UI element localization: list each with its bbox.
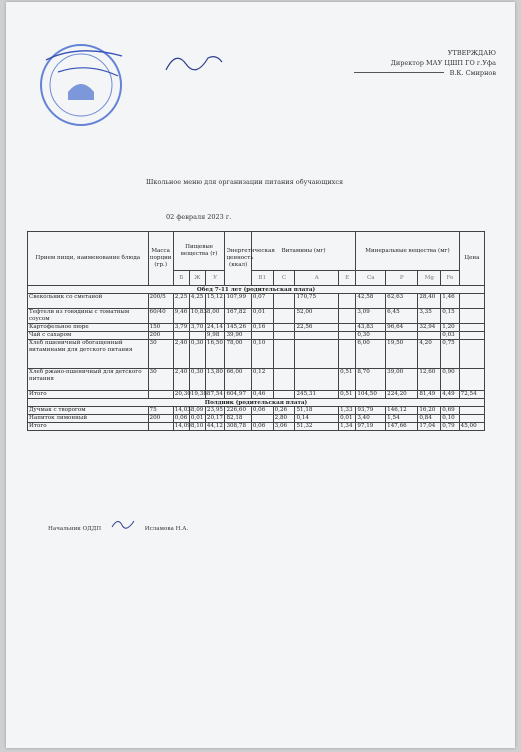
table-cell: 167,82	[225, 309, 251, 324]
table-cell: 13,80	[205, 369, 225, 391]
table-cell	[459, 340, 484, 369]
sub-mg: Mg	[418, 271, 441, 286]
table-cell: 42,58	[356, 294, 386, 309]
table-row	[28, 391, 485, 399]
col-vitamins: Витамины (мг)	[251, 232, 355, 271]
table-cell: 146,12	[386, 407, 418, 415]
table-cell: 0,10	[441, 415, 459, 423]
table-cell: 93,79	[356, 407, 386, 415]
sub-fe: Fe	[441, 271, 459, 286]
approval-signature	[156, 40, 226, 78]
table-cell: 39,90	[225, 332, 251, 340]
table-cell: 3,09	[356, 309, 386, 324]
table-cell: 0,01	[339, 415, 356, 423]
table-row	[28, 309, 485, 324]
dish-name: Тефтели из говядины с томатным соусом	[28, 309, 149, 324]
sub-a: A	[295, 271, 339, 286]
dish-name: Чай с сахаром	[28, 332, 149, 340]
table-cell: 0,03	[441, 332, 459, 340]
section-title: Полдник (родительская плата)	[28, 399, 485, 407]
table-cell: 200/5	[148, 294, 173, 309]
table-cell	[273, 391, 295, 399]
table-row	[28, 324, 485, 332]
table-cell: 145,26	[225, 324, 251, 332]
table-cell: 51,32	[295, 423, 339, 431]
dish-name: Картофельное пюре	[28, 324, 149, 332]
table-cell: 43,83	[356, 324, 386, 332]
table-cell: 72,54	[459, 391, 484, 399]
table-cell: 3,06	[273, 423, 295, 431]
table-cell: 2,25	[173, 294, 189, 309]
table-cell: 44,12	[206, 423, 223, 429]
table-cell	[339, 324, 356, 332]
table-cell: 10,83	[189, 309, 205, 324]
table-cell	[251, 332, 273, 340]
col-energy: Энергетическая ценность (ккал)	[225, 232, 251, 286]
table-cell: 0,12	[251, 369, 273, 391]
table-cell	[339, 332, 356, 340]
table-cell: 4,25	[189, 294, 205, 309]
table-cell: 19,50	[386, 340, 418, 369]
table-cell	[173, 332, 189, 340]
col-mass: Масса порции (гр.)	[148, 232, 173, 286]
table-cell: 78,00	[225, 340, 251, 369]
table-cell: 17,04	[418, 423, 441, 431]
table-cell: 0,01	[251, 309, 273, 324]
table-cell: 170,75	[295, 294, 339, 309]
table-cell: 14,03	[174, 407, 191, 413]
table-cell: 14,09	[174, 423, 191, 429]
table-cell: 0,30	[189, 340, 205, 369]
table-cell: 0,69	[441, 407, 459, 415]
menu-sheet	[6, 2, 515, 748]
table-cell: 3,79	[173, 324, 189, 332]
table-cell: 200	[148, 332, 173, 340]
table-cell: 30	[148, 369, 173, 391]
table-cell	[273, 324, 295, 332]
table-cell: 1,33	[339, 407, 356, 415]
dish-name: Итого	[28, 391, 149, 399]
dish-name: Свекольник со сметаной	[28, 294, 149, 309]
signature-line	[354, 72, 444, 73]
table-cell: 0,75	[441, 340, 459, 369]
table-cell: 19,38	[190, 391, 207, 397]
table-cell: 8,10	[189, 423, 205, 431]
footer-name: Исламова Н.А.	[144, 526, 189, 532]
table-row	[28, 415, 485, 423]
table-cell	[339, 340, 356, 369]
table-cell: 87,54	[206, 391, 223, 397]
table-cell: 0,46	[251, 391, 273, 399]
table-cell: 0,16	[251, 324, 273, 332]
section-title: Обед 7-11 лет (родительская плата)	[28, 286, 485, 294]
table-cell: 3,40	[356, 415, 386, 423]
table-cell	[273, 340, 295, 369]
section-row	[28, 399, 485, 407]
table-cell: 4,49	[441, 391, 459, 399]
table-cell	[459, 324, 484, 332]
table-cell	[148, 423, 173, 431]
table-cell: 308,78	[225, 423, 251, 431]
round-stamp	[38, 42, 124, 128]
table-cell: 9,46	[173, 309, 189, 324]
table-cell: 82,18	[225, 415, 251, 423]
sub-u: У	[205, 271, 225, 286]
table-cell: 0,30	[189, 369, 205, 391]
dish-name: Хлеб пшеничный обогащенный витаминами для детского питания	[28, 340, 149, 369]
table-cell: 107,99	[225, 294, 251, 309]
table-cell: 20,17	[206, 415, 223, 421]
table-cell: 226,60	[225, 407, 251, 415]
table-cell	[459, 332, 484, 340]
table-cell: 8,70	[356, 369, 386, 391]
dish-name: Хлеб ржано-пшеничный для детского питания	[28, 369, 149, 391]
sub-b: Б	[173, 271, 189, 286]
table-cell: 147,66	[386, 423, 418, 431]
table-cell	[251, 415, 273, 423]
table-cell: 2,80	[273, 415, 295, 423]
table-cell	[459, 369, 484, 391]
table-cell: 81,49	[418, 391, 441, 399]
table-cell: 60/40	[148, 309, 173, 324]
table-cell: 2,40	[173, 369, 189, 391]
sub-e: E	[339, 271, 356, 286]
table-cell: 3,70	[189, 324, 205, 332]
approve-position: Директор МАУ ЦШП ГО г.Уфа	[390, 59, 496, 67]
table-cell: 4,20	[418, 340, 441, 369]
table-cell: 45,00	[459, 423, 484, 431]
table-cell: 0,79	[441, 423, 459, 431]
table-cell: 0,07	[251, 294, 273, 309]
table-cell	[295, 369, 339, 391]
table-cell	[273, 369, 295, 391]
table-cell: 0,10	[251, 340, 273, 369]
table-cell: 0,14	[295, 415, 339, 423]
section-row	[28, 286, 485, 294]
table-cell: 224,20	[386, 391, 418, 399]
table-cell: 0,51	[339, 369, 356, 391]
table-row	[28, 423, 485, 431]
menu-table	[27, 231, 485, 431]
table-cell: 1,34	[339, 423, 356, 431]
table-cell: 104,50	[356, 391, 386, 399]
footer	[48, 526, 188, 532]
table-cell: 8,00	[205, 309, 225, 324]
table-row	[28, 332, 485, 340]
sub-p: P	[386, 271, 418, 286]
sub-b1: B1	[251, 271, 273, 286]
table-cell: 39,00	[386, 369, 418, 391]
table-cell: 0,06	[173, 415, 189, 423]
table-cell: 22,56	[295, 324, 339, 332]
table-cell	[339, 309, 356, 324]
table-cell: 0,06	[251, 407, 273, 415]
footer-position: Начальник ОДДП	[48, 526, 102, 532]
table-cell: 62,63	[386, 294, 418, 309]
col-dish: Прием пищи, наименование блюда	[28, 232, 149, 286]
table-cell: 24,14	[206, 324, 223, 330]
table-cell: 6,45	[386, 309, 418, 324]
table-cell: 604,97	[225, 391, 251, 399]
table-cell	[273, 309, 295, 324]
sub-ca: Ca	[356, 271, 386, 286]
table-cell: 52,00	[295, 309, 339, 324]
table-cell	[459, 309, 484, 324]
table-cell: 1,54	[386, 415, 418, 423]
table-cell: 150	[148, 324, 173, 332]
table-cell: 0,30	[356, 332, 386, 340]
table-cell	[386, 332, 418, 340]
table-cell	[418, 332, 441, 340]
table-cell	[459, 415, 484, 423]
table-cell: 16,50	[205, 340, 225, 369]
table-cell: 16,20	[418, 407, 441, 415]
table-cell: 28,40	[418, 294, 441, 309]
approve-name: В.К. Смирнов	[449, 69, 496, 77]
table-cell: 2,40	[173, 340, 189, 369]
table-cell	[189, 332, 205, 340]
sub-zh: Ж	[189, 271, 205, 286]
table-cell: 8,09	[189, 407, 205, 415]
table-cell: 20,30	[174, 391, 191, 397]
table-cell: 51,18	[295, 407, 339, 415]
table-cell: 200	[148, 415, 173, 423]
table-cell: 32,94	[418, 324, 441, 332]
dish-name: Итого	[28, 423, 149, 431]
table-cell: 66,00	[225, 369, 251, 391]
table-cell: 96,64	[386, 324, 418, 332]
table-cell	[295, 340, 339, 369]
table-cell: 0,06	[251, 423, 273, 431]
table-row	[28, 407, 485, 415]
col-minerals: Минеральные вещества (мг)	[356, 232, 459, 271]
table-cell: 3,35	[418, 309, 441, 324]
col-nutrients: Пищевые вещества (г)	[173, 232, 225, 271]
table-cell: 23,95	[206, 407, 223, 413]
table-cell: 0,01	[189, 415, 205, 423]
table-cell: 30	[148, 340, 173, 369]
table-cell: 1,20	[441, 324, 459, 332]
table-cell: 0,90	[441, 369, 459, 391]
table-cell: 9,98	[205, 332, 225, 340]
table-cell: 0,51	[339, 391, 356, 399]
table-cell	[273, 332, 295, 340]
table-cell: 75	[148, 407, 173, 415]
table-cell: 245,31	[295, 391, 339, 399]
menu-date: 02 февраля 2023 г.	[166, 213, 232, 221]
table-cell: 15,12	[205, 294, 225, 309]
table-cell	[339, 294, 356, 309]
table-cell: 0,26	[273, 407, 295, 415]
table-cell	[273, 294, 295, 309]
dish-name: Напиток лимонный	[28, 415, 149, 423]
table-cell: 12,60	[418, 369, 441, 391]
table-cell: 0,15	[441, 309, 459, 324]
sub-c: C	[273, 271, 295, 286]
table-cell: 6,00	[356, 340, 386, 369]
col-price: Цена	[459, 232, 484, 286]
approval-block	[306, 48, 496, 78]
table-cell	[459, 407, 484, 415]
table-row	[28, 369, 485, 391]
approve-title: УТВЕРЖДАЮ	[447, 49, 496, 57]
table-cell: 0,84	[418, 415, 441, 423]
table-row	[28, 340, 485, 369]
dish-name: Дучмак с творогом	[28, 407, 149, 415]
table-cell: 1,46	[441, 294, 459, 309]
table-cell	[295, 332, 339, 340]
table-cell	[148, 391, 173, 399]
table-row	[28, 294, 485, 309]
table-cell	[459, 294, 484, 309]
page-title: Школьное меню для организации питания обучающихся	[146, 178, 344, 186]
table-cell: 97,19	[356, 423, 386, 431]
